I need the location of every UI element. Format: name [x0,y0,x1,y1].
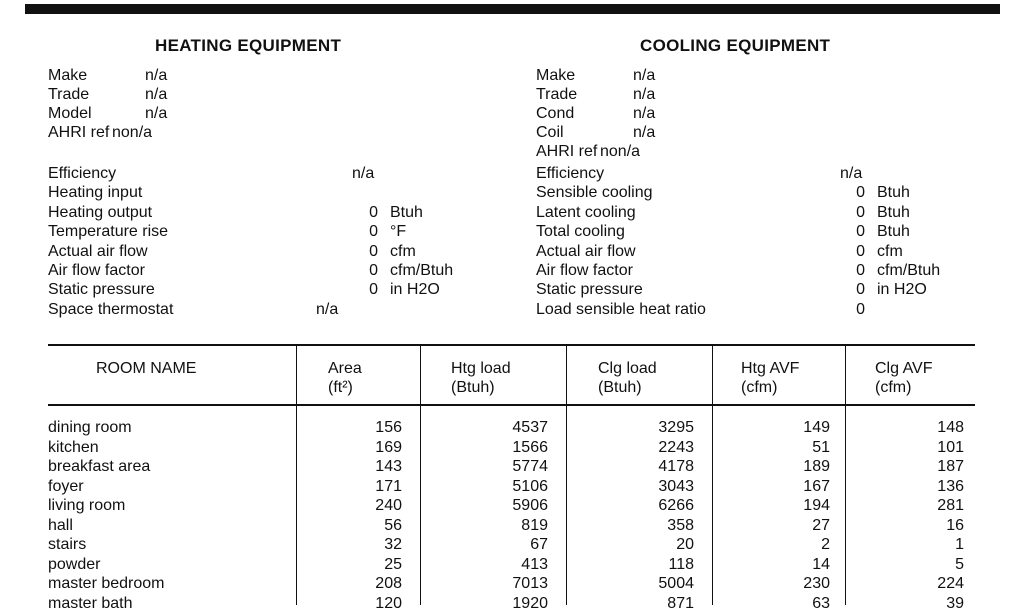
table-row-clg-avf: 16 [946,516,964,534]
cooling-spec-label: Efficiency [536,165,605,182]
heating-ident-value: non/a [112,124,153,141]
heating-spec-label: Temperature rise [48,223,169,241]
table-row-room-name: dining room [48,419,132,436]
cooling-spec-label: Sensible cooling [536,184,653,202]
heating-ident-value: n/a [145,67,168,84]
table-row-room-name: foyer [48,477,84,495]
cooling-ident-label: Make [536,67,576,84]
table-row-area: 171 [375,477,402,495]
table-header-unit: (ft²) [328,379,353,396]
cooling-spec-value: 0 [856,223,865,241]
heating-spec-label: Static pressure [48,281,155,299]
table-row-clg-load: 358 [667,516,694,534]
table-row-htg-avf: 14 [812,555,830,573]
table-row-htg-load: 1920 [512,594,548,612]
table-row-clg-avf: 39 [946,594,964,612]
cooling-ident-label: Trade [536,86,578,103]
table-row-clg-avf: 281 [937,497,964,514]
table-row-htg-avf: 149 [803,419,830,436]
heating-spec-label: Actual air flow [48,242,148,260]
heating-spec-label: Air flow factor [48,262,145,279]
table-row-clg-avf: 187 [937,458,964,475]
table-row-htg-load: 5774 [512,458,548,475]
cooling-spec-value: 0 [856,242,865,260]
table-row-room-name: stairs [48,536,87,553]
cooling-spec-label: Actual air flow [536,242,636,260]
heating-spec-value: n/a [316,300,339,318]
heating-spec-value: 0 [369,262,378,279]
cooling-spec-value: 0 [856,300,865,318]
table-column-divider [845,345,846,605]
cooling-spec-unit: in H2O [877,281,927,299]
table-row-htg-avf: 2 [821,536,830,553]
table-row-clg-avf: 1 [955,536,964,553]
table-row-clg-load: 3295 [658,419,694,436]
table-row-clg-avf: 101 [937,438,964,456]
table-row-area: 25 [384,555,402,573]
table-column-divider [296,345,297,605]
table-header-unit: (cfm) [875,379,912,396]
table-row-clg-load: 5004 [658,575,694,592]
table-row-clg-load: 118 [668,555,694,573]
cooling-ident-label: Coil [536,124,564,141]
table-header-unit: (Btuh) [451,379,495,396]
table-row-clg-avf: 5 [955,555,964,573]
heating-spec-label: Heating input [48,184,143,202]
heating-equipment-title: HEATING EQUIPMENT [155,36,342,55]
table-row-clg-avf: 224 [937,575,964,592]
heating-spec-value: 0 [369,203,378,221]
cooling-spec-unit: Btuh [877,203,910,221]
cooling-spec-label: Load sensible heat ratio [536,300,706,318]
cooling-spec-value: 0 [856,262,865,279]
table-row-room-name: powder [48,555,101,573]
table-row-htg-load: 413 [521,555,548,573]
table-row-htg-load: 67 [530,536,548,553]
heating-ident-label: Make [48,67,88,84]
table-header-cell: Htg AVF [741,360,800,377]
heating-spec-unit: Btuh [390,203,423,221]
table-row-area: 120 [375,594,402,612]
cooling-spec-label: Air flow factor [536,262,633,279]
heating-spec-value: 0 [369,223,378,241]
cooling-spec-value: 0 [856,281,865,299]
cooling-ident-value: n/a [633,124,656,141]
table-row-clg-load: 6266 [658,497,694,514]
table-header-cell: Htg load [451,360,511,377]
cooling-spec-unit: cfm/Btuh [877,262,941,279]
table-row-htg-load: 1566 [512,438,548,456]
cooling-spec-label: Total cooling [536,223,625,241]
table-row-room-name: master bedroom [48,575,165,592]
table-row-clg-load: 2243 [658,438,694,456]
cooling-ident-value: n/a [633,67,656,84]
table-column-divider [420,345,421,605]
heating-spec-value: 0 [369,242,378,260]
table-row-htg-load: 5906 [512,497,548,514]
table-row-clg-avf: 148 [937,419,964,436]
table-row-clg-avf: 136 [937,477,964,495]
heating-ident-value: n/a [145,86,168,103]
cooling-spec-label: Latent cooling [536,203,636,221]
table-row-area: 156 [375,419,402,436]
table-header-unit: (Btuh) [598,379,642,396]
cooling-ident-value: n/a [633,86,656,103]
table-row-htg-avf: 51 [812,438,830,456]
cooling-spec-value: 0 [856,184,865,202]
table-row-room-name: living room [48,497,126,514]
heating-ident-label: Model [48,105,92,122]
table-row-room-name: breakfast area [48,458,151,475]
table-header-cell: Clg AVF [875,360,933,377]
cooling-ident-label: AHRI ref [536,143,598,160]
table-row-htg-avf: 194 [803,497,830,514]
cooling-spec-value: n/a [840,165,863,182]
cooling-spec-value: 0 [856,203,865,221]
table-row-area: 240 [375,497,402,514]
table-row-room-name: hall [48,516,73,534]
heating-spec-label: Heating output [48,203,153,221]
heating-ident-value: n/a [145,105,168,122]
top-border-bar [25,4,1000,14]
table-row-area: 208 [375,575,402,592]
table-row-htg-avf: 189 [803,458,830,475]
table-row-clg-load: 4178 [658,458,694,475]
table-row-htg-load: 7013 [512,575,548,592]
cooling-ident-label: Cond [536,105,575,122]
cooling-equipment-title: COOLING EQUIPMENT [640,36,831,55]
table-top-rule [48,344,975,346]
heating-spec-unit: in H2O [390,281,440,299]
heating-spec-unit: cfm [390,242,416,260]
cooling-spec-unit: cfm [877,242,903,260]
cooling-ident-value: non/a [600,143,641,160]
table-row-htg-load: 5106 [512,477,548,495]
table-row-clg-load: 871 [667,594,694,612]
table-header-cell: Area [328,360,362,377]
table-row-area: 56 [384,516,402,534]
table-header-rule [48,404,975,406]
heating-spec-label: Efficiency [48,165,117,182]
table-column-divider [566,345,567,605]
table-header-cell: Clg load [598,360,657,377]
heating-spec-value: 0 [369,281,378,299]
table-row-room-name: master bath [48,594,133,612]
table-row-clg-load: 3043 [658,477,694,495]
heating-spec-label: Space thermostat [48,300,174,318]
heating-ident-label: Trade [48,86,90,103]
cooling-spec-label: Static pressure [536,281,643,299]
table-row-htg-avf: 167 [803,477,830,495]
table-row-area: 32 [384,536,402,553]
table-row-htg-load: 819 [521,516,548,534]
table-header-unit: (cfm) [741,379,778,396]
heating-spec-value: n/a [352,165,375,182]
table-row-htg-avf: 63 [812,594,830,612]
table-row-clg-load: 20 [676,536,694,553]
table-row-room-name: kitchen [48,438,99,456]
table-column-divider [712,345,713,605]
table-row-htg-avf: 230 [803,575,830,592]
table-row-htg-load: 4537 [512,419,548,436]
heating-ident-label: AHRI ref [48,124,110,141]
table-row-area: 169 [375,438,402,456]
table-row-htg-avf: 27 [812,516,830,534]
heating-spec-unit: °F [390,223,407,241]
heating-spec-unit: cfm/Btuh [390,262,454,279]
cooling-ident-value: n/a [633,105,656,122]
cooling-spec-unit: Btuh [877,184,910,202]
table-header-cell: ROOM NAME [96,360,197,377]
table-row-area: 143 [375,458,402,475]
cooling-spec-unit: Btuh [877,223,910,241]
